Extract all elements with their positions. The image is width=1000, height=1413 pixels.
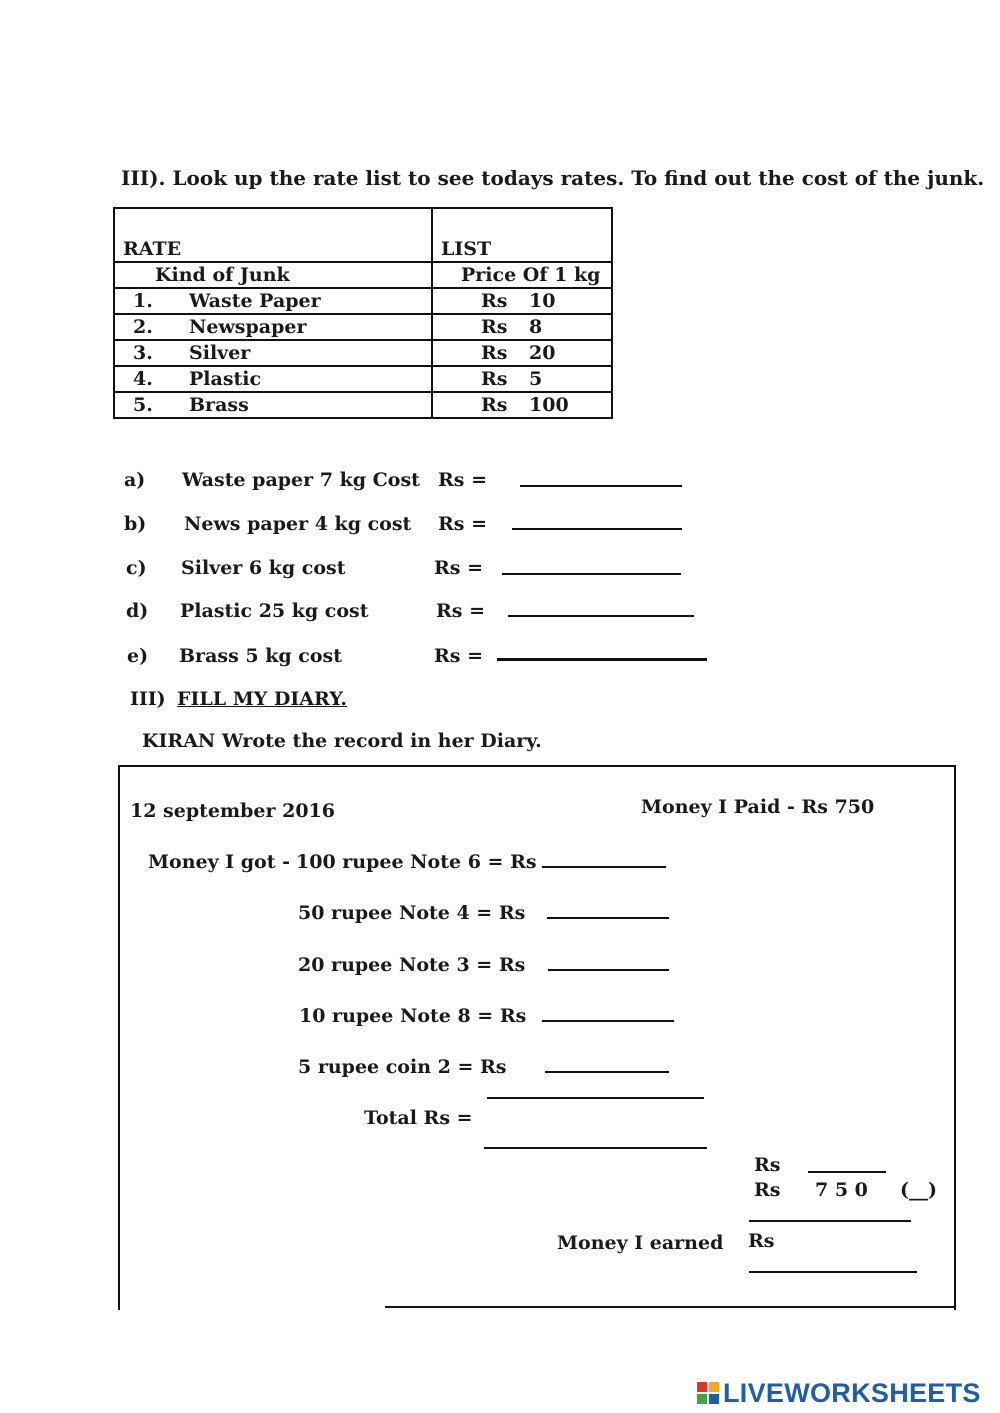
note-row-20: 20 rupee Note 3 = Rs [298, 954, 526, 976]
answer-field-sub-top[interactable] [808, 1171, 886, 1173]
row-num: 2. [133, 316, 153, 338]
note-row-10: 10 rupee Note 8 = Rs [299, 1005, 527, 1027]
question-label: a) [124, 469, 146, 491]
logo-text: LIVEWORKSHEETS [723, 1377, 981, 1408]
row-price: 100 [529, 394, 569, 416]
row-name: Silver [189, 342, 251, 364]
answer-field-50[interactable] [547, 917, 669, 919]
money-paid: Money I Paid - Rs 750 [641, 796, 875, 818]
question-rs: Rs = [436, 600, 486, 622]
answer-field-c[interactable] [502, 573, 681, 575]
row-name: Plastic [189, 368, 262, 390]
diary-date: 12 september 2016 [130, 800, 335, 822]
question-text: Silver 6 kg cost [181, 557, 346, 579]
row-num: 3. [133, 342, 153, 364]
answer-field-10[interactable] [542, 1020, 674, 1022]
answer-field-e[interactable] [497, 658, 707, 661]
question-label: e) [127, 645, 149, 667]
sub-divider-line [749, 1220, 911, 1222]
rate-table [113, 207, 613, 419]
earned-rs: Rs [748, 1230, 775, 1252]
answer-field-100[interactable] [542, 866, 666, 868]
sub-value: 7 5 0 [815, 1179, 868, 1201]
row-price: 5 [529, 368, 543, 390]
row-price: 8 [529, 316, 543, 338]
row-num: 4. [133, 368, 153, 390]
table-row [114, 314, 612, 340]
row-rs: Rs [481, 316, 508, 338]
logo-blocks-icon [697, 1382, 719, 1404]
answer-field-earned[interactable] [749, 1271, 917, 1273]
row-name: Newspaper [189, 316, 307, 338]
question-rs: Rs = [438, 513, 488, 535]
answer-field-total[interactable] [484, 1147, 707, 1149]
instruction-text: III). Look up the rate list to see todays rates. To find out the cost of the junk. [121, 166, 985, 190]
table-row [114, 288, 612, 314]
row-name: Waste Paper [189, 290, 321, 312]
question-rs: Rs = [434, 645, 484, 667]
rate-table-head-row [114, 208, 612, 262]
total-top-line [487, 1097, 704, 1099]
diary-intro: KIRAN Wrote the record in her Diary. [142, 730, 542, 752]
sub-paren[interactable]: (__) [900, 1179, 937, 1201]
note-row-5: 5 rupee coin 2 = Rs [298, 1056, 507, 1078]
sub-rs-2: Rs [754, 1179, 781, 1201]
row-rs: Rs [481, 342, 508, 364]
diary-box [118, 765, 956, 1310]
row-rs: Rs [481, 290, 508, 312]
row-num: 1. [133, 290, 153, 312]
logo-block-red [697, 1382, 707, 1392]
row-price: 20 [529, 342, 556, 364]
rate-table-col-row [114, 262, 612, 288]
answer-field-5[interactable] [545, 1071, 669, 1073]
row-num: 5. [133, 394, 153, 416]
row-rs: Rs [481, 368, 508, 390]
answer-field-a[interactable] [520, 485, 682, 487]
question-rs: Rs = [434, 557, 484, 579]
question-label: b) [124, 513, 147, 535]
question-text: News paper 4 kg cost [184, 513, 412, 535]
question-rs: Rs = [438, 469, 488, 491]
question-text: Waste paper 7 kg Cost [182, 469, 420, 491]
question-text: Plastic 25 kg cost [180, 600, 369, 622]
table-row [114, 340, 612, 366]
section-label: III) [130, 688, 166, 710]
question-label: c) [126, 557, 147, 579]
row-price: 10 [529, 290, 556, 312]
table-row [114, 392, 612, 418]
table-row [114, 366, 612, 392]
row-name: Brass [189, 394, 249, 416]
sub-rs-1: Rs [754, 1154, 781, 1176]
col-kind: Kind of Junk [114, 262, 432, 288]
answer-field-d[interactable] [508, 615, 694, 617]
rate-head-left: RATE [114, 208, 432, 262]
answer-field-b[interactable] [512, 528, 682, 530]
logo-block-orange [709, 1382, 719, 1392]
note-row-100: 100 rupee Note 6 = Rs [296, 851, 537, 873]
money-got-label: Money I got - [148, 851, 290, 873]
answer-field-20[interactable] [548, 969, 669, 971]
question-label: d) [126, 600, 149, 622]
total-label: Total Rs = [364, 1107, 473, 1129]
liveworksheets-logo [697, 1378, 981, 1408]
rate-head-right: LIST [432, 208, 612, 262]
diary-bottom-border [385, 1306, 954, 1308]
earned-label: Money I earned [557, 1232, 724, 1254]
section-title: FILL MY DIARY. [177, 688, 347, 710]
note-row-50: 50 rupee Note 4 = Rs [298, 902, 526, 924]
question-text: Brass 5 kg cost [179, 645, 343, 667]
row-rs: Rs [481, 394, 508, 416]
logo-block-green [697, 1394, 707, 1404]
col-price: Price Of 1 kg [432, 262, 612, 288]
logo-block-blue [709, 1394, 719, 1404]
